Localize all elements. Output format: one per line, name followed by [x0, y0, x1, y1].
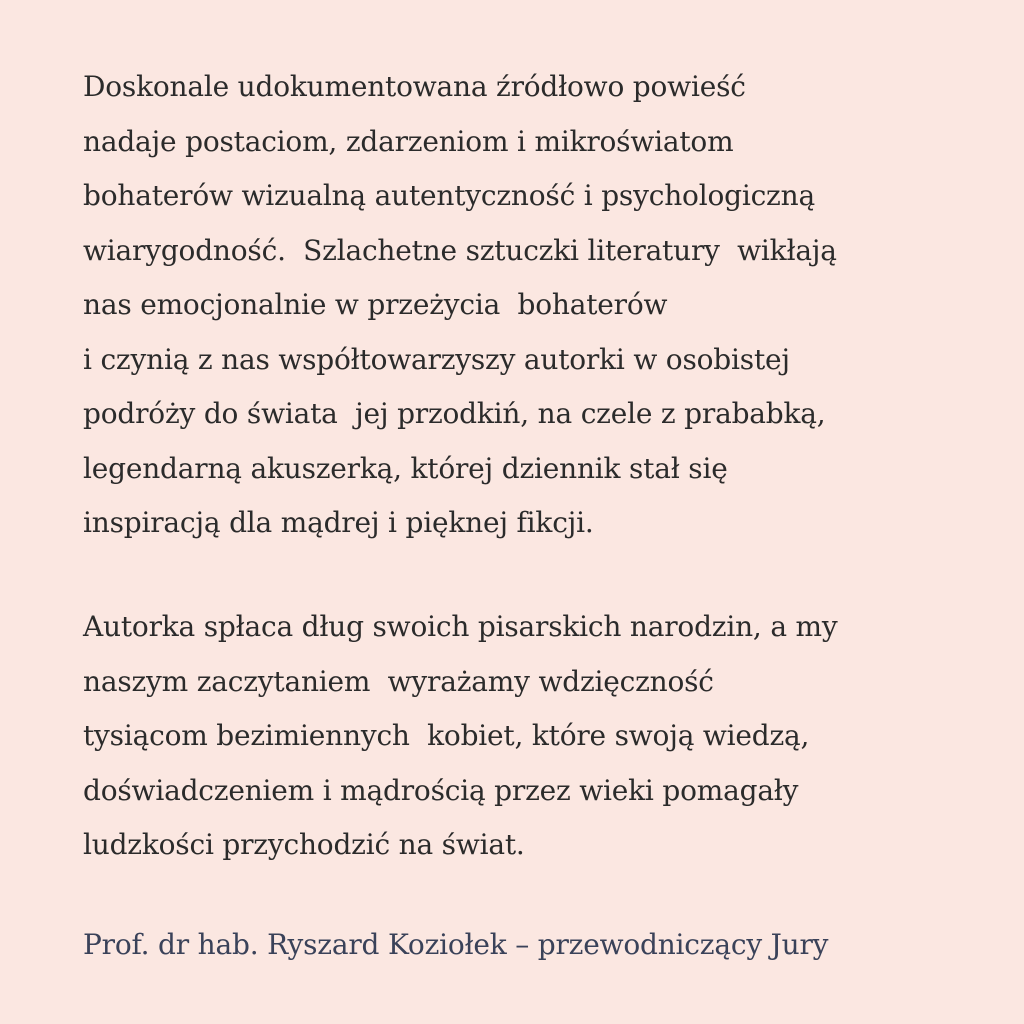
- review-paragraph-2: [83, 600, 963, 873]
- text-line: i czynią z nas współtowarzyszy autorki w osobistej: [83, 342, 790, 376]
- text-line: wiarygodność. Szlachetne sztuczki literatury wikłają: [83, 233, 837, 267]
- text-line: Doskonale udokumentowana źródłowo powieść: [83, 70, 746, 103]
- text-line: inspiracją dla mądrej i pięknej fikcji.: [83, 506, 594, 539]
- text-line: naszym zaczytaniem wyrażamy wdzięczność: [83, 664, 714, 698]
- text-line: doświadczeniem i mądrością przez wieki pomagały: [83, 773, 799, 807]
- author-signature: Prof. dr hab. Ryszard Koziołek – przewodniczący Jury: [83, 928, 829, 961]
- text-line: Autorka spłaca dług swoich pisarskich narodzin, a my: [83, 610, 838, 643]
- review-paragraph-1: [83, 60, 963, 551]
- text-line: legendarną akuszerką, której dziennik stał się: [83, 451, 728, 485]
- text-line: podróży do świata jej przodkiń, na czele z prababką,: [83, 397, 826, 430]
- text-line: ludzkości przychodzić na świat.: [83, 828, 525, 861]
- text-line: bohaterów wizualną autentyczność i psychologiczną: [83, 179, 815, 212]
- text-line: nas emocjonalnie w przeżycia bohaterów: [83, 288, 668, 321]
- text-line: nadaje postaciom, zdarzeniom i mikroświatom: [83, 124, 734, 158]
- text-line: tysiącom bezimiennych kobiet, które swoją wiedzą,: [83, 719, 810, 752]
